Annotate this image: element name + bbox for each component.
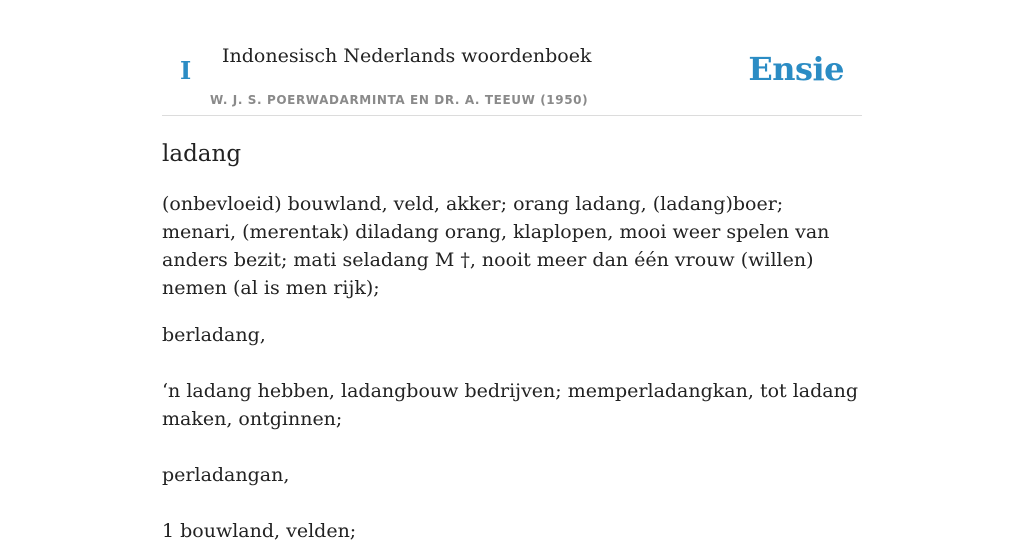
letter-index-link[interactable]: I bbox=[180, 56, 192, 85]
sub-entry-perladangan-definition: 1 bouwland, velden; bbox=[162, 520, 357, 542]
page bbox=[162, 0, 862, 542]
dictionary-authors: W. J. S. POERWADARMINTA EN DR. A. TEEUW (1950) bbox=[210, 93, 589, 107]
entry-content bbox=[162, 138, 862, 545]
entry-headword: ladang bbox=[162, 141, 242, 167]
sub-entry-perladangan: perladangan, bbox=[162, 464, 290, 486]
entry-definition: (onbevloeid) bouwland, veld, akker; orang ladang, (ladang)boer; menari, (merentak) diladang orang, klaplopen, mooi weer spelen van anders bezit; mati seladang M †, nooit meer dan één vrouw (willen) nemen (al is men rijk); bbox=[162, 193, 830, 299]
dictionary-title-link[interactable]: Indonesisch Nederlands woordenboek bbox=[222, 45, 592, 67]
sub-entry-berladang: berladang, bbox=[162, 324, 266, 346]
dictionary-header bbox=[162, 0, 862, 116]
sub-entry-berladang-definition: ‘n ladang hebben, ladangbouw bedrijven; memperladangkan, tot ladang maken, ontginnen; bbox=[162, 380, 858, 430]
ensie-logo-link[interactable]: Ensie bbox=[748, 50, 844, 88]
